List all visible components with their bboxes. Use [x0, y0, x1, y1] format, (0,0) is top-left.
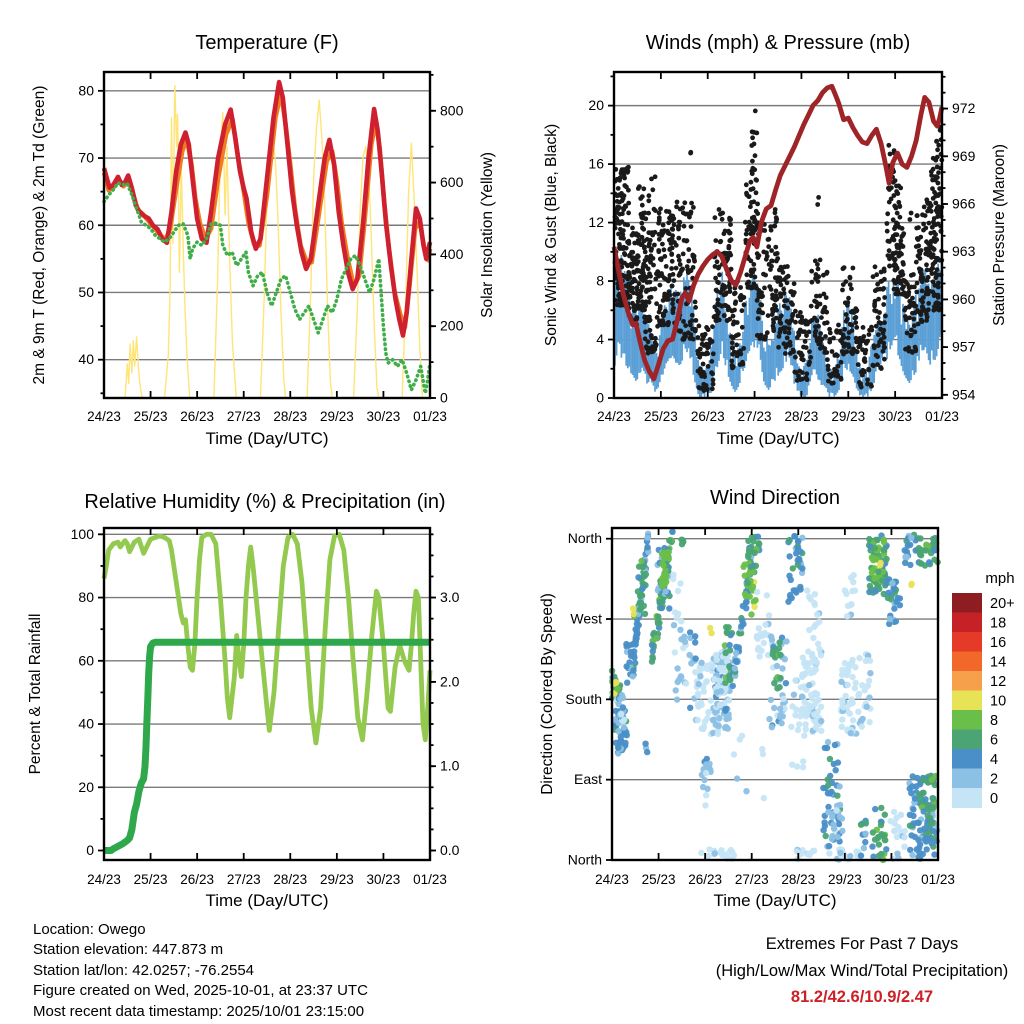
y-axis-left-title: 2m & 9m T (Red, Orange) & 2m Td (Green): [31, 85, 48, 385]
y-tick-label: 80: [78, 82, 94, 99]
x-tick-label: 28/23: [784, 409, 819, 424]
gridlines: [104, 534, 430, 787]
y-tick-label: 0: [596, 389, 604, 406]
y-axis-left-title: Direction (Colored By Speed): [539, 593, 556, 795]
colorbar-swatch: [952, 593, 982, 613]
y-tick-label: 960: [952, 290, 976, 307]
colorbar-label: 2: [990, 771, 999, 788]
y-axis-left-title: Percent & Total Rainfall: [27, 613, 44, 775]
y-tick-label: 200: [440, 317, 464, 334]
y-tick-label: 12: [588, 214, 604, 231]
y-axis-left-title: Sonic Wind & Gust (Blue, Black): [543, 123, 560, 347]
x-tick-label: 01/23: [925, 409, 959, 424]
extremes-subtitle: (High/Low/Max Wind/Total Precipitation): [715, 961, 1009, 980]
chart-humidity-precip: [27, 491, 460, 910]
x-axis-title: Time (Day/UTC): [716, 429, 840, 448]
x-tick-label: 25/23: [133, 872, 168, 887]
station-info: [33, 920, 368, 1022]
chart-title: Relative Humidity (%) & Precipitation (in): [84, 491, 446, 513]
y-tick-label: 2.0: [440, 673, 460, 690]
direction-label: North: [567, 851, 602, 868]
colorbar-label: 6: [990, 732, 999, 749]
extremes-block: [652, 931, 1024, 1011]
x-tick-label: 25/23: [133, 409, 168, 424]
colorbar-swatch: [952, 671, 982, 691]
y-tick-label: 80: [78, 589, 94, 606]
y-axis-right: [430, 75, 464, 406]
chart-winds-pressure: [543, 32, 1008, 448]
colorbar-swatch: [952, 652, 982, 672]
y-tick-label: 40: [78, 351, 94, 368]
y-tick-label: 60: [78, 652, 94, 669]
station-latlon: Station lat/lon: 42.0257; -76.2554: [33, 961, 255, 979]
x-tick-label: 26/23: [690, 409, 725, 424]
y-axis-left: [78, 82, 104, 393]
x-tick-label: 29/23: [827, 872, 862, 887]
plot-frame: [104, 72, 430, 398]
x-tick-label: 27/23: [226, 872, 261, 887]
x-tick-label: 28/23: [781, 872, 816, 887]
y-tick-label: 0: [440, 389, 448, 406]
colorbar-swatch: [952, 749, 982, 769]
colorbar-label: 14: [990, 654, 1007, 671]
speed-colorbar: [952, 570, 1015, 808]
y-tick-label: 400: [440, 245, 464, 262]
x-tick-label: 01/23: [413, 872, 447, 887]
station-location: Location: Owego: [33, 921, 146, 938]
x-axis: [87, 72, 447, 424]
series-solar-insolation: [104, 86, 430, 398]
figure-created: Figure created on Wed, 2025-10-01, at 23:37 UTC: [33, 982, 368, 1000]
y-tick-label: 100: [70, 525, 94, 542]
y-tick-label: 8: [596, 272, 604, 289]
colorbar-label: 18: [990, 615, 1007, 632]
x-axis-title: Time (Day/UTC): [205, 891, 329, 910]
x-tick-label: 28/23: [273, 872, 308, 887]
x-tick-label: 01/23: [413, 409, 447, 424]
colorbar-swatch: [952, 613, 982, 633]
y-tick-label: 20: [78, 778, 94, 795]
x-tick-label: 28/23: [273, 409, 308, 424]
colorbar-label: 0: [990, 790, 999, 807]
colorbar-swatch: [952, 632, 982, 652]
colorbar-swatch: [952, 730, 982, 750]
y-tick-label: 4: [596, 331, 604, 348]
y-tick-label: 20: [588, 97, 604, 114]
colorbar-label: 20+: [990, 595, 1015, 612]
x-tick-label: 01/23: [921, 872, 955, 887]
x-tick-label: 24/23: [87, 409, 121, 424]
x-tick-label: 29/23: [319, 872, 354, 887]
y-tick-label: 800: [440, 102, 464, 119]
y-tick-label: 969: [952, 147, 976, 164]
chart-temperature: [31, 32, 496, 448]
x-tick-label: 27/23: [226, 409, 261, 424]
series-wind-direction-points: [609, 528, 941, 863]
x-tick-label: 30/23: [366, 872, 401, 887]
station-elevation: Station elevation: 447.873 m: [33, 941, 224, 959]
y-tick-label: 0: [86, 842, 94, 859]
y-axis-right-title: Station Pressure (Maroon): [991, 144, 1008, 326]
y-tick-label: 966: [952, 195, 976, 212]
x-tick-label: 24/23: [597, 409, 631, 424]
colorbar-title: mph: [985, 570, 1015, 587]
extremes-title: Extremes For Past 7 Days: [765, 935, 959, 953]
x-tick-label: 24/23: [87, 872, 121, 887]
x-tick-label: 30/23: [874, 872, 909, 887]
colorbar-swatch: [952, 769, 982, 789]
extremes-values: 81.2/42.6/10.9/2.47: [790, 988, 934, 1006]
y-tick-label: 60: [78, 216, 94, 233]
y-tick-label: 957: [952, 338, 976, 355]
y-tick-label: 1.0: [440, 757, 460, 774]
y-tick-label: 600: [440, 174, 464, 191]
chart-title: Winds (mph) & Pressure (mb): [645, 32, 911, 54]
y-axis-right-title: Solar Insolation (Yellow): [479, 152, 496, 318]
x-tick-label: 26/23: [180, 409, 215, 424]
colorbar-swatch: [952, 788, 982, 808]
series-total-rainfall: [104, 642, 430, 850]
direction-label: East: [573, 771, 602, 788]
direction-label: South: [565, 690, 602, 707]
y-tick-label: 954: [952, 386, 976, 403]
y-axis-left: [565, 530, 612, 867]
colorbar-label: 4: [990, 751, 999, 768]
x-tick-label: 30/23: [878, 409, 913, 424]
chart-title: Temperature (F): [195, 32, 339, 54]
direction-label: West: [570, 610, 602, 627]
colorbar-label: 10: [990, 693, 1007, 710]
colorbar-swatch: [952, 691, 982, 711]
y-tick-label: 0.0: [440, 842, 460, 859]
x-tick-label: 29/23: [319, 409, 354, 424]
y-tick-label: 40: [78, 715, 94, 732]
x-tick-label: 29/23: [831, 409, 866, 424]
y-tick-label: 963: [952, 243, 976, 260]
x-tick-label: 26/23: [688, 872, 723, 887]
y-axis-right: [942, 77, 976, 403]
chart-title: Wind Direction: [709, 487, 841, 509]
x-tick-label: 26/23: [180, 872, 215, 887]
colorbar-swatch: [952, 710, 982, 730]
y-axis-right: [430, 534, 460, 858]
x-axis-title: Time (Day/UTC): [713, 891, 837, 910]
x-tick-label: 27/23: [734, 872, 769, 887]
y-tick-label: 972: [952, 100, 976, 117]
y-tick-label: 50: [78, 283, 94, 300]
x-tick-label: 30/23: [366, 409, 401, 424]
colorbar-label: 16: [990, 634, 1007, 651]
y-tick-label: 16: [588, 155, 604, 172]
direction-label: North: [567, 530, 602, 547]
y-tick-label: 3.0: [440, 589, 460, 606]
x-tick-label: 27/23: [737, 409, 772, 424]
data-timestamp: Most recent data timestamp: 2025/10/01 23:15:00: [33, 1002, 365, 1020]
x-tick-label: 24/23: [595, 872, 629, 887]
y-axis-left: [588, 76, 614, 405]
x-axis-title: Time (Day/UTC): [205, 429, 329, 448]
series-relative-humidity: [104, 534, 430, 743]
y-axis-left: [71, 526, 104, 858]
x-tick-label: 25/23: [641, 872, 676, 887]
x-tick-label: 25/23: [643, 409, 678, 424]
y-tick-label: 70: [78, 149, 94, 166]
colorbar-label: 8: [990, 712, 999, 729]
chart-wind-direction: [539, 487, 1015, 910]
colorbar-label: 12: [990, 673, 1007, 690]
